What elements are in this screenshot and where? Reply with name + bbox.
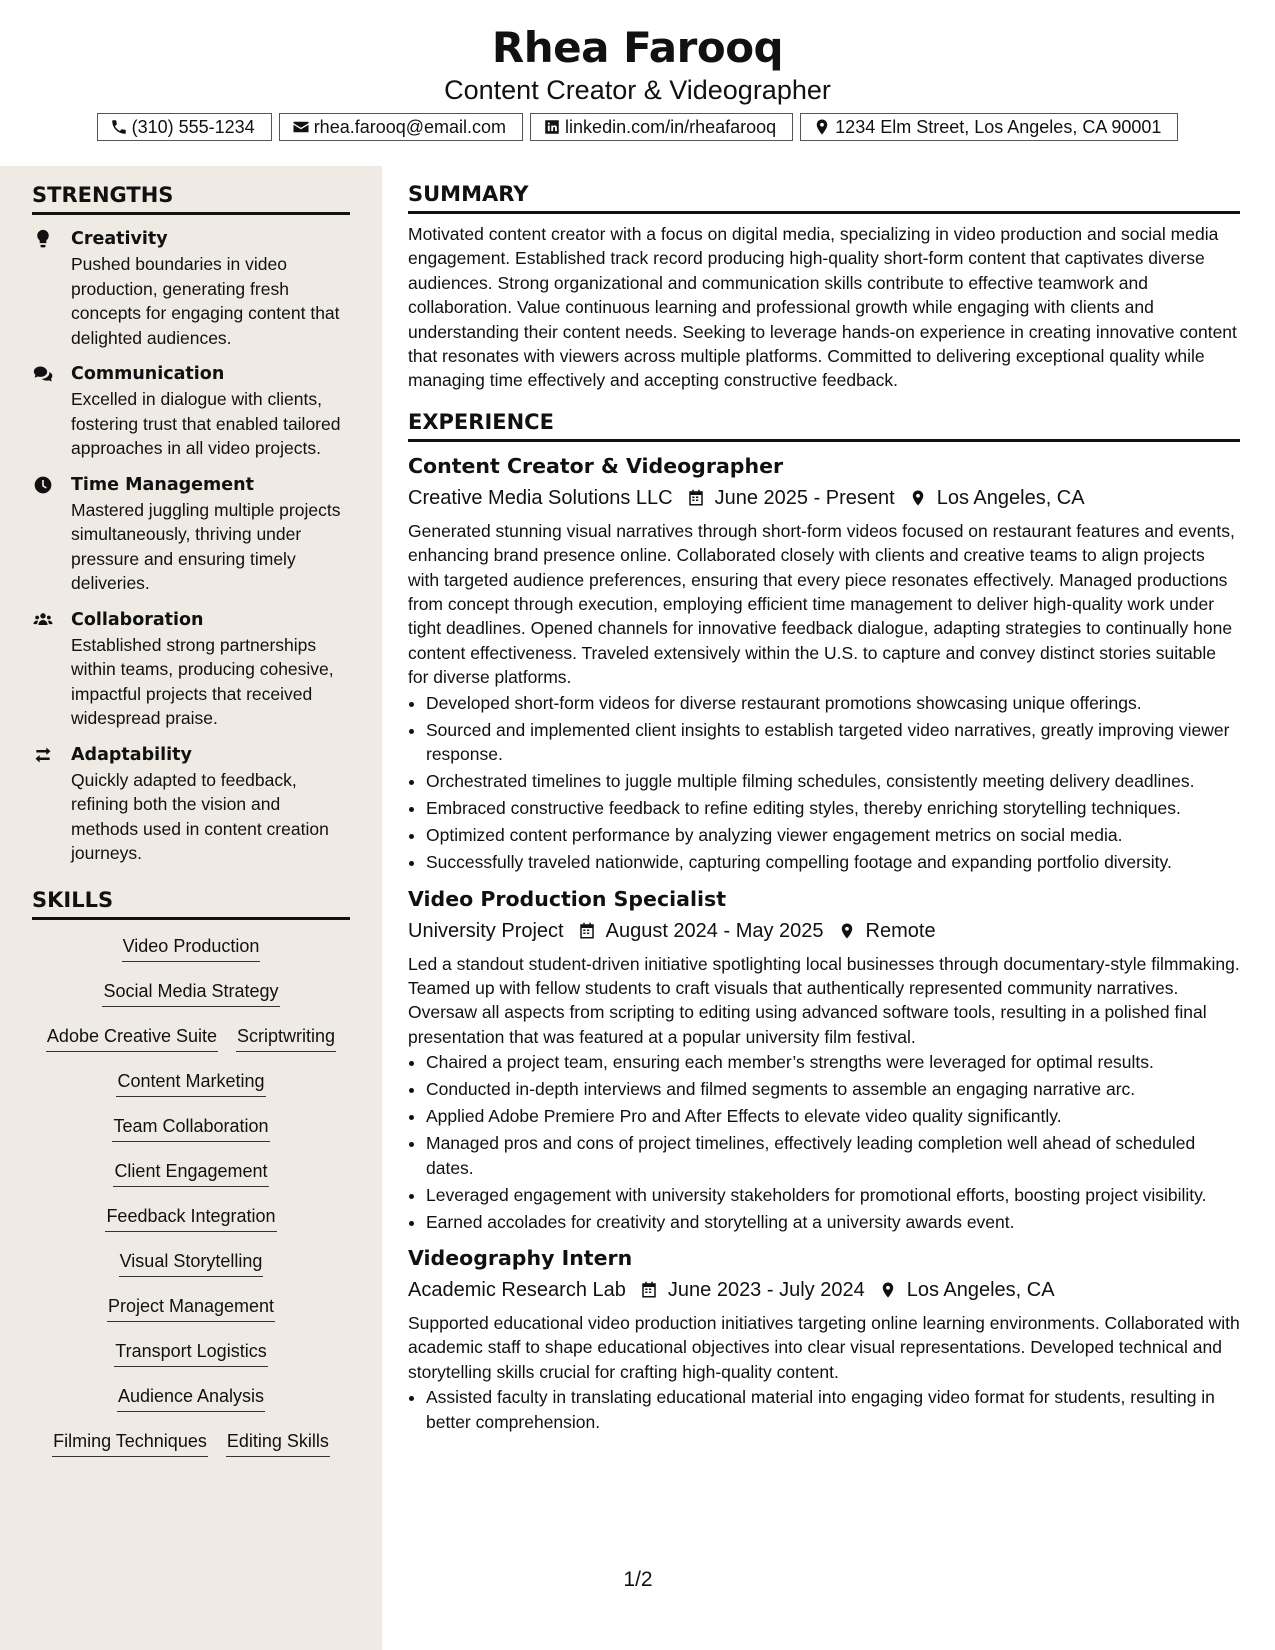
- calendar-icon: [578, 921, 596, 941]
- job-meta: [408, 917, 1240, 945]
- skill-tag: Video Production: [122, 934, 261, 962]
- strength-title: Adaptability: [71, 744, 192, 765]
- job-location: Los Angeles, CA: [936, 486, 1085, 509]
- job-bullet: • Optimized content performance by analyzing viewer engagement metrics on social media.: [426, 823, 1240, 847]
- strength-item: [32, 743, 350, 866]
- skills-heading: SKILLS: [32, 888, 350, 920]
- skill-tag: Visual Storytelling: [119, 1249, 264, 1277]
- job-bullet: • Chaired a project team, ensuring each member’s strengths were leveraged for optimal results.: [426, 1050, 1240, 1074]
- envelope-icon: [292, 118, 310, 136]
- job-title: Videography Intern: [408, 1245, 633, 1270]
- job-bullets: [408, 1385, 1240, 1434]
- contact-bar: [0, 113, 1275, 141]
- skill-tag: Transport Logistics: [114, 1339, 267, 1367]
- job-meta: [408, 484, 1240, 512]
- contact-address: [800, 113, 1178, 141]
- users-icon: [32, 610, 54, 630]
- contact-address-text: 1234 Elm Street, Los Angeles, CA 90001: [835, 116, 1162, 137]
- experience-heading: EXPERIENCE: [408, 410, 1240, 442]
- map-pin-icon: [879, 1280, 897, 1300]
- job-description: Supported educational video production initiatives targeting online learning environments. Collaborated with academic staff to shape educational objectives into clear visual representations. Developed technical and storytelling skills crucial for crafting high-quality content.: [408, 1312, 1240, 1382]
- main-column: [408, 182, 1240, 1437]
- contact-linkedin: [530, 113, 793, 141]
- phone-icon: [110, 118, 128, 136]
- strength-desc: Established strong partnerships within teams, producing cohesive, impactful projects that received widespread praise.: [71, 634, 334, 728]
- strength-item: [32, 362, 350, 461]
- job-meta: [408, 1276, 1240, 1304]
- job-entry: [408, 1244, 1240, 1434]
- job-dates: August 2024 - May 2025: [605, 919, 824, 942]
- strength-desc: Quickly adapted to feedback, refining both the vision and methods used in content creation journeys.: [71, 769, 329, 863]
- job-bullets: [408, 691, 1240, 875]
- contact-phone-text: (310) 555-1234: [131, 116, 255, 137]
- job-company: Academic Research Lab: [408, 1278, 626, 1301]
- strength-item: [32, 473, 350, 596]
- strength-item: [32, 608, 350, 731]
- map-pin-icon: [838, 921, 856, 941]
- strength-title: Collaboration: [71, 609, 204, 630]
- job-bullet: • Orchestrated timelines to juggle multiple filming schedules, consistently meeting delivery deadlines.: [426, 769, 1240, 793]
- job-title: Content Creator & Videographer: [408, 453, 784, 478]
- job-bullet: • Developed short-form videos for diverse restaurant promotions showcasing unique offerings.: [426, 691, 1240, 715]
- exchange-arrows-icon: [32, 745, 54, 765]
- job-company: University Project: [408, 919, 564, 942]
- job-bullet: • Embraced constructive feedback to refine editing styles, thereby enriching storytelling techniques.: [426, 796, 1240, 820]
- job-bullet: • Conducted in-depth interviews and filmed segments to assemble an engaging narrative arc.: [426, 1077, 1240, 1101]
- job-bullets: [408, 1050, 1240, 1234]
- summary-text: Motivated content creator with a focus on digital media, specializing in video production and social media engagement. Established track record producing high-quality short-form content that captivates diverse audiences. Strong organizational and communication skills contribute to effective teamwork and collaboration. Value continuous learning and professional growth while engaging with clients and understanding their content needs. Seeking to leverage hands-on experience in creating innovative content that resonates with viewers across multiple platforms. Committed to delivering exceptional quality while managing time effectively and accepting constructive feedback.: [408, 224, 1237, 391]
- job-bullet: • Earned accolades for creativity and storytelling at a university awards event.: [426, 1210, 1240, 1234]
- job-bullet: • Managed pros and cons of project timelines, effectively leading completion well ahead of scheduled dates.: [426, 1131, 1240, 1180]
- skill-tag: Project Management: [107, 1294, 275, 1322]
- calendar-icon: [687, 488, 705, 508]
- page-number: 1/2: [623, 1568, 653, 1591]
- strength-desc: Pushed boundaries in video production, generating fresh concepts for engaging content that delighted audiences.: [71, 254, 340, 348]
- strength-title: Time Management: [71, 474, 254, 495]
- skill-tag: Team Collaboration: [112, 1114, 269, 1142]
- resume-header: [0, 0, 1275, 166]
- job-company: Creative Media Solutions LLC: [408, 486, 673, 509]
- skill-tag: Client Engagement: [113, 1159, 268, 1187]
- job-entry: [408, 452, 1240, 875]
- job-description: Led a standout student-driven initiative spotlighting local businesses through documentary-style filmmaking. Teamed up with fellow students to craft visuals that authentically represented community narratives. Oversaw all aspects from scripting to editing using advanced software tools, resulting in a polished final presentation that was featured at a popular university film festival.: [408, 953, 1240, 1047]
- clock-icon: [32, 475, 54, 495]
- contact-phone: [97, 113, 272, 141]
- map-pin-icon: [813, 118, 831, 136]
- job-location: Remote: [865, 919, 936, 942]
- contact-linkedin-text: linkedin.com/in/rheafarooq: [565, 116, 777, 137]
- strength-desc: Excelled in dialogue with clients, fostering trust that enabled tailored approaches in all video projects.: [71, 389, 341, 458]
- lightbulb-icon: [32, 229, 54, 249]
- contact-email: [279, 113, 523, 141]
- job-description: Generated stunning visual narratives through short-form videos focused on restaurant features and events, enhancing brand presence online. Collaborated closely with clients and creative teams to align projects with targeted audience preferences, ensuring that every piece resonates effectively. Managed productions from concept through execution, employing efficient time management to deliver high-quality work under tight deadlines. Opened channels for innovative feedback dialogue, adapting strategies to continually hone content effectiveness. Traveled extensively within the U.S. to capture and convey distinct stories suitable for diverse platforms.: [408, 520, 1235, 688]
- skill-tag: Audience Analysis: [117, 1384, 265, 1412]
- job-bullet: • Assisted faculty in translating educational material into engaging video format for students, resulting in better comprehension.: [426, 1385, 1240, 1434]
- candidate-title: Content Creator & Videographer: [444, 75, 831, 105]
- skill-tag: Editing Skills: [226, 1429, 330, 1457]
- strength-desc: Mastered juggling multiple projects simultaneously, thriving under pressure and ensuring timely deliveries.: [71, 499, 341, 593]
- job-title: Video Production Specialist: [408, 886, 727, 911]
- job-bullet: • Applied Adobe Premiere Pro and After Effects to elevate video quality significantly.: [426, 1104, 1240, 1128]
- strengths-heading: STRENGTHS: [32, 183, 350, 215]
- skills-list: [32, 934, 350, 1474]
- job-bullet: • Successfully traveled nationwide, capturing compelling footage and expanding portfolio diversity.: [426, 850, 1240, 874]
- job-location: Los Angeles, CA: [906, 1278, 1055, 1301]
- skill-tag: Social Media Strategy: [102, 979, 279, 1007]
- skill-tag: Filming Techniques: [52, 1429, 208, 1457]
- job-bullet: • Sourced and implemented client insights to establish targeted video narratives, greatly improving viewer response.: [426, 718, 1240, 767]
- sidebar: [0, 166, 382, 1650]
- skill-tag: Content Marketing: [116, 1069, 265, 1097]
- calendar-icon: [640, 1280, 658, 1300]
- job-entry: [408, 885, 1240, 1234]
- skill-tag: Feedback Integration: [105, 1204, 276, 1232]
- job-dates: June 2025 - Present: [714, 486, 895, 509]
- job-bullet: • Leveraged engagement with university stakeholders for promotional efforts, boosting project visibility.: [426, 1183, 1240, 1207]
- strength-item: [32, 227, 350, 350]
- summary-heading: SUMMARY: [408, 182, 1240, 214]
- skill-tag: Adobe Creative Suite: [46, 1024, 218, 1052]
- contact-email-text: rhea.farooq@email.com: [313, 116, 507, 137]
- skill-tag: Scriptwriting: [236, 1024, 336, 1052]
- strength-title: Creativity: [71, 229, 168, 249]
- job-dates: June 2023 - July 2024: [667, 1278, 865, 1301]
- chat-bubbles-icon: [32, 364, 54, 384]
- strength-title: Communication: [71, 364, 225, 384]
- candidate-name: Rhea Farooq: [491, 23, 784, 72]
- linkedin-icon: [543, 118, 561, 136]
- map-pin-icon: [909, 488, 927, 508]
